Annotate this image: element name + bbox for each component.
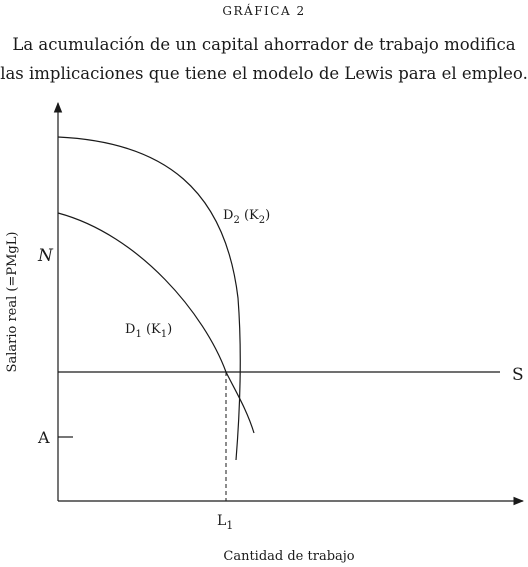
- x-axis-label: Cantidad de trabajo: [223, 549, 355, 564]
- label-d1-k1: $D_1$ $(K_1)$: [125, 322, 173, 340]
- demand-curve-d2: [58, 137, 240, 460]
- y-axis-label: Salario real (=PMgL): [5, 231, 20, 373]
- label-d2-k2: $D_2$ $(K_2)$: [223, 208, 271, 226]
- label-n: N: [38, 246, 53, 266]
- label-a: A: [38, 428, 50, 447]
- title-line-2: las implicaciones que tiene el modelo de Lewis para el empleo.: [0, 64, 528, 83]
- label-s: S: [512, 365, 524, 385]
- figure-label: GRÁFICA 2: [222, 4, 306, 18]
- label-l1: $L_1$: [217, 513, 234, 532]
- title-line-1: La acumulación de un capital ahorrador de trabajo modifica: [12, 35, 516, 54]
